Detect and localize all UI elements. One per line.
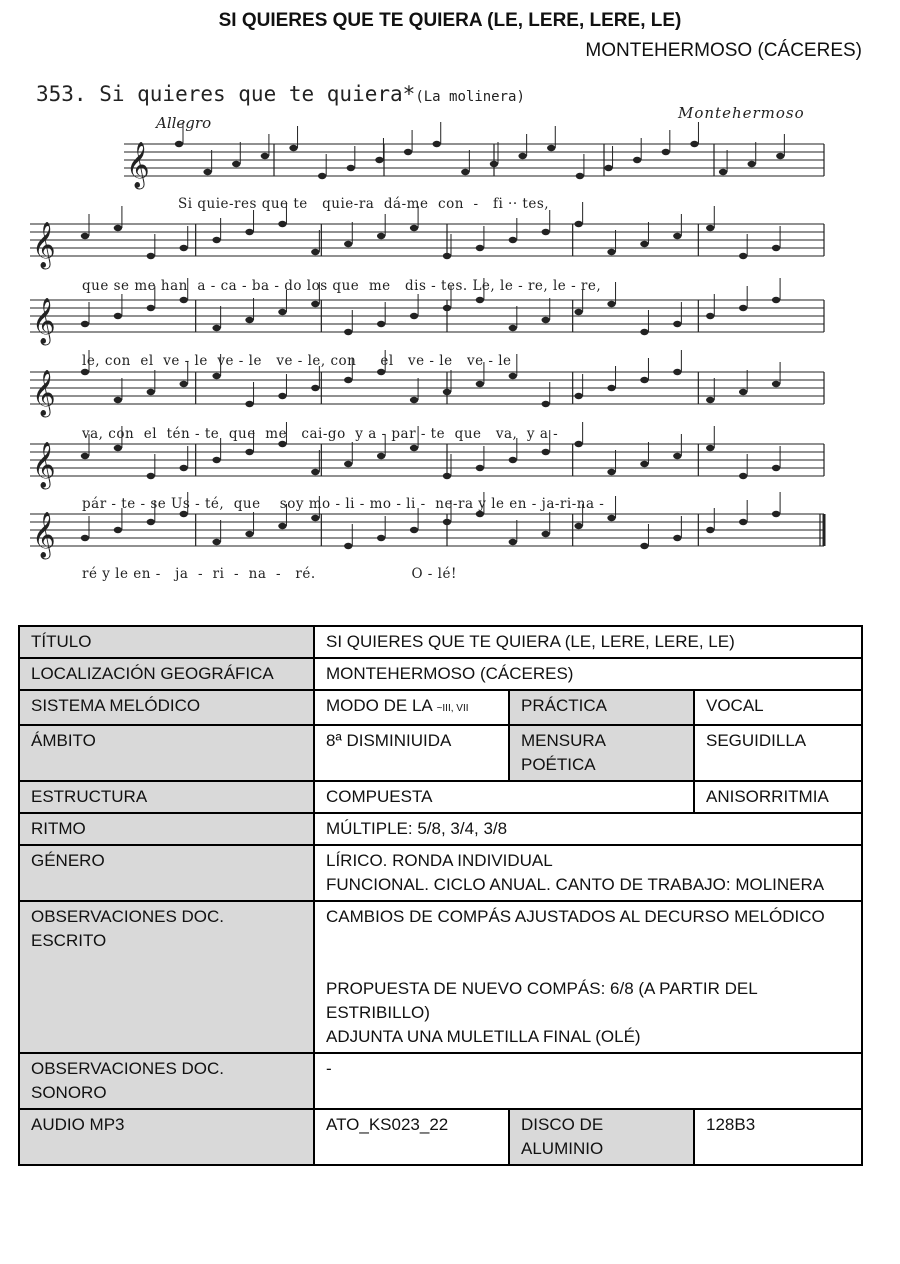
note-head: [706, 313, 714, 319]
note-head: [289, 145, 297, 151]
note-head: [706, 397, 714, 403]
sistema-label: SISTEMA MELÓDICO: [19, 690, 314, 725]
genero-cell: [314, 845, 862, 901]
note-head: [245, 229, 253, 235]
note-head: [476, 245, 484, 251]
mensura-label: MENSURA POÉTICA: [509, 725, 694, 781]
note-head: [673, 321, 681, 327]
audio-value: ATO_KS023_22: [314, 1109, 509, 1165]
note-head: [547, 145, 555, 151]
note-head: [443, 305, 451, 311]
lyric-line-4: va, con el tén - te que me cai-go y a - par - te que va, y a -: [82, 426, 559, 442]
row-titulo: [19, 626, 862, 658]
note-head: [607, 385, 615, 391]
note-head: [203, 169, 211, 175]
note-head: [114, 397, 122, 403]
note-head: [776, 153, 784, 159]
note-head: [344, 543, 352, 549]
note-head: [542, 317, 550, 323]
note-head: [574, 309, 582, 315]
note-head: [673, 233, 681, 239]
note-head: [311, 249, 319, 255]
note-head: [433, 141, 441, 147]
genero-line-2: FUNCIONAL. CICLO ANUAL. CANTO DE TRABAJO: MOLINERA: [326, 875, 825, 894]
note-head: [443, 473, 451, 479]
note-head: [245, 531, 253, 537]
note-head: [377, 535, 385, 541]
note-head: [410, 445, 418, 451]
note-head: [443, 389, 451, 395]
note-head: [542, 449, 550, 455]
note-head: [574, 393, 582, 399]
estructura-extra: ANISORRITMIA: [694, 781, 862, 813]
obs-escrito-line-1: CAMBIOS DE COMPÁS AJUSTADOS AL DECURSO MELÓDICO: [326, 907, 825, 926]
note-head: [640, 461, 648, 467]
note-head: [662, 149, 670, 155]
note-head: [278, 523, 286, 529]
lyric-line-1: Si quie-res que te quie-ra dá-me con - fi ·· tes,: [178, 196, 550, 212]
mensura-value: SEGUIDILLA: [694, 725, 862, 781]
localizacion-value: MONTEHERMOSO (CÁCERES): [314, 658, 862, 690]
note-head: [278, 309, 286, 315]
row-ambito: [19, 725, 862, 781]
note-head: [344, 377, 352, 383]
document-place: MONTEHERMOSO (CÁCERES): [585, 40, 862, 61]
note-head: [180, 465, 188, 471]
genero-label: GÉNERO: [19, 845, 314, 901]
titulo-label: TÍTULO: [19, 626, 314, 658]
row-audio: [19, 1109, 862, 1165]
note-head: [706, 445, 714, 451]
score-number-title: 353. Si quieres que te quiera: [36, 82, 403, 106]
treble-clef: 𝄞: [32, 370, 56, 416]
note-head: [640, 329, 648, 335]
note-head: [410, 225, 418, 231]
disco-value: 128B3: [694, 1109, 862, 1165]
note-head: [410, 397, 418, 403]
note-head: [739, 473, 747, 479]
genero-line-1: LÍRICO. RONDA INDIVIDUAL: [326, 851, 553, 870]
treble-clef: 𝄞: [32, 442, 56, 488]
row-estructura: [19, 781, 862, 813]
note-head: [772, 381, 780, 387]
note-head: [344, 461, 352, 467]
note-head: [114, 313, 122, 319]
treble-clef: 𝄞: [32, 298, 56, 344]
note-head: [476, 297, 484, 303]
note-head: [377, 369, 385, 375]
note-head: [278, 393, 286, 399]
obs-escrito-label: OBSERVACIONES DOC. ESCRITO: [19, 901, 314, 1053]
note-head: [673, 535, 681, 541]
note-head: [147, 305, 155, 311]
note-head: [212, 457, 220, 463]
row-ritmo: [19, 813, 862, 845]
note-head: [673, 369, 681, 375]
note-head: [114, 527, 122, 533]
score-footnote-mark: *: [402, 82, 416, 106]
note-head: [476, 381, 484, 387]
note-head: [509, 325, 517, 331]
note-head: [212, 373, 220, 379]
note-head: [278, 221, 286, 227]
sistema-value: MODO DE LA: [326, 696, 432, 715]
note-head: [509, 457, 517, 463]
ambito-value: 8ª DISMINIUIDA: [314, 725, 509, 781]
obs-escrito-cell: [314, 901, 862, 1053]
note-head: [576, 173, 584, 179]
sistema-cell: [314, 690, 509, 725]
note-head: [147, 519, 155, 525]
note-head: [607, 249, 615, 255]
treble-clef: 𝄞: [32, 512, 56, 558]
note-head: [212, 539, 220, 545]
note-head: [574, 523, 582, 529]
document-title: SI QUIERES QUE TE QUIERA (LE, LERE, LERE, LE): [218, 10, 682, 31]
lyric-line-2: que se me han a - ca - ba - do los que me dis - tes. Le, le - re, le - re,: [82, 278, 602, 294]
note-head: [739, 389, 747, 395]
note-head: [706, 225, 714, 231]
note-head: [180, 381, 188, 387]
note-head: [476, 465, 484, 471]
note-head: [114, 445, 122, 451]
note-head: [377, 233, 385, 239]
note-head: [347, 165, 355, 171]
note-head: [673, 453, 681, 459]
note-head: [410, 527, 418, 533]
note-head: [180, 245, 188, 251]
note-head: [375, 157, 383, 163]
lyric-line-5: pár - te - se Us - té, que soy mo - li - mo - li - ne-ra y le en - ja-ri-na -: [82, 496, 605, 512]
note-head: [261, 153, 269, 159]
note-head: [509, 237, 517, 243]
note-head: [640, 377, 648, 383]
row-genero: [19, 845, 862, 901]
note-head: [772, 245, 780, 251]
sheet-music: [28, 78, 836, 590]
practica-label: PRÁCTICA: [509, 690, 694, 725]
note-head: [147, 473, 155, 479]
note-head: [604, 165, 612, 171]
note-head: [542, 531, 550, 537]
note-head: [81, 453, 89, 459]
obs-sonoro-label: OBSERVACIONES DOC. SONORO: [19, 1053, 314, 1109]
tempo-marking: Allegro: [156, 114, 212, 132]
note-head: [175, 141, 183, 147]
note-head: [404, 149, 412, 155]
note-head: [509, 539, 517, 545]
row-sistema: [19, 690, 862, 725]
ambito-label: ÁMBITO: [19, 725, 314, 781]
note-head: [344, 329, 352, 335]
note-head: [772, 465, 780, 471]
estructura-value: COMPUESTA: [314, 781, 694, 813]
lyric-line-3: le, con el ve - le ve - le ve - le, con el ve - le ve - le: [82, 353, 512, 369]
score-origin: Montehermoso: [678, 104, 805, 122]
note-head: [81, 233, 89, 239]
note-head: [719, 169, 727, 175]
note-head: [509, 373, 517, 379]
score-subtitle: (La molinera): [415, 89, 525, 105]
note-head: [81, 369, 89, 375]
note-head: [542, 401, 550, 407]
treble-clef: 𝄞: [126, 142, 150, 188]
note-head: [490, 161, 498, 167]
practica-value: VOCAL: [694, 690, 862, 725]
note-head: [607, 515, 615, 521]
note-head: [81, 321, 89, 327]
note-head: [640, 241, 648, 247]
titulo-value: SI QUIERES QUE TE QUIERA (LE, LERE, LERE, LE): [314, 626, 862, 658]
localizacion-label: LOCALIZACIÓN GEOGRÁFICA: [19, 658, 314, 690]
sistema-sub: ~III, VII: [436, 703, 469, 714]
note-head: [245, 317, 253, 323]
row-localizacion: [19, 658, 862, 690]
note-head: [232, 161, 240, 167]
metadata-table: [18, 625, 863, 1166]
row-obs-sonoro: [19, 1053, 862, 1109]
note-head: [443, 519, 451, 525]
note-head: [180, 297, 188, 303]
obs-escrito-line-2: PROPUESTA DE NUEVO COMPÁS: 6/8 (A PARTIR DEL ESTRIBILLO): [326, 979, 758, 1022]
note-head: [607, 301, 615, 307]
note-head: [318, 173, 326, 179]
obs-escrito-line-3: ADJUNTA UNA MULETILLA FINAL (OLÉ): [326, 1027, 641, 1046]
obs-escrito-spacer: [326, 929, 851, 977]
note-head: [344, 241, 352, 247]
note-head: [212, 237, 220, 243]
note-head: [311, 469, 319, 475]
note-head: [245, 449, 253, 455]
note-head: [410, 313, 418, 319]
disco-label: DISCO DE ALUMINIO: [509, 1109, 694, 1165]
note-head: [739, 253, 747, 259]
note-head: [377, 453, 385, 459]
note-head: [461, 169, 469, 175]
note-head: [81, 535, 89, 541]
note-head: [640, 543, 648, 549]
note-head: [772, 297, 780, 303]
obs-sonoro-value: -: [314, 1053, 862, 1109]
note-head: [748, 161, 756, 167]
note-head: [147, 253, 155, 259]
lyric-line-6: ré y le en - ja - ri - na - ré. O - lé!: [82, 566, 457, 582]
ritmo-value: MÚLTIPLE: 5/8, 3/4, 3/8: [314, 813, 862, 845]
note-head: [443, 253, 451, 259]
note-head: [114, 225, 122, 231]
audio-label: AUDIO MP3: [19, 1109, 314, 1165]
estructura-label: ESTRUCTURA: [19, 781, 314, 813]
note-head: [245, 401, 253, 407]
ritmo-label: RITMO: [19, 813, 314, 845]
note-head: [690, 141, 698, 147]
note-head: [147, 389, 155, 395]
note-head: [212, 325, 220, 331]
note-head: [706, 527, 714, 533]
row-obs-escrito: [19, 901, 862, 1053]
note-head: [739, 519, 747, 525]
note-head: [518, 153, 526, 159]
note-head: [542, 229, 550, 235]
note-head: [574, 221, 582, 227]
staff-notation: [28, 78, 836, 590]
note-head: [633, 157, 641, 163]
note-head: [607, 469, 615, 475]
note-head: [739, 305, 747, 311]
note-head: [311, 385, 319, 391]
note-head: [377, 321, 385, 327]
note-head: [311, 515, 319, 521]
note-head: [311, 301, 319, 307]
treble-clef: 𝄞: [32, 222, 56, 268]
